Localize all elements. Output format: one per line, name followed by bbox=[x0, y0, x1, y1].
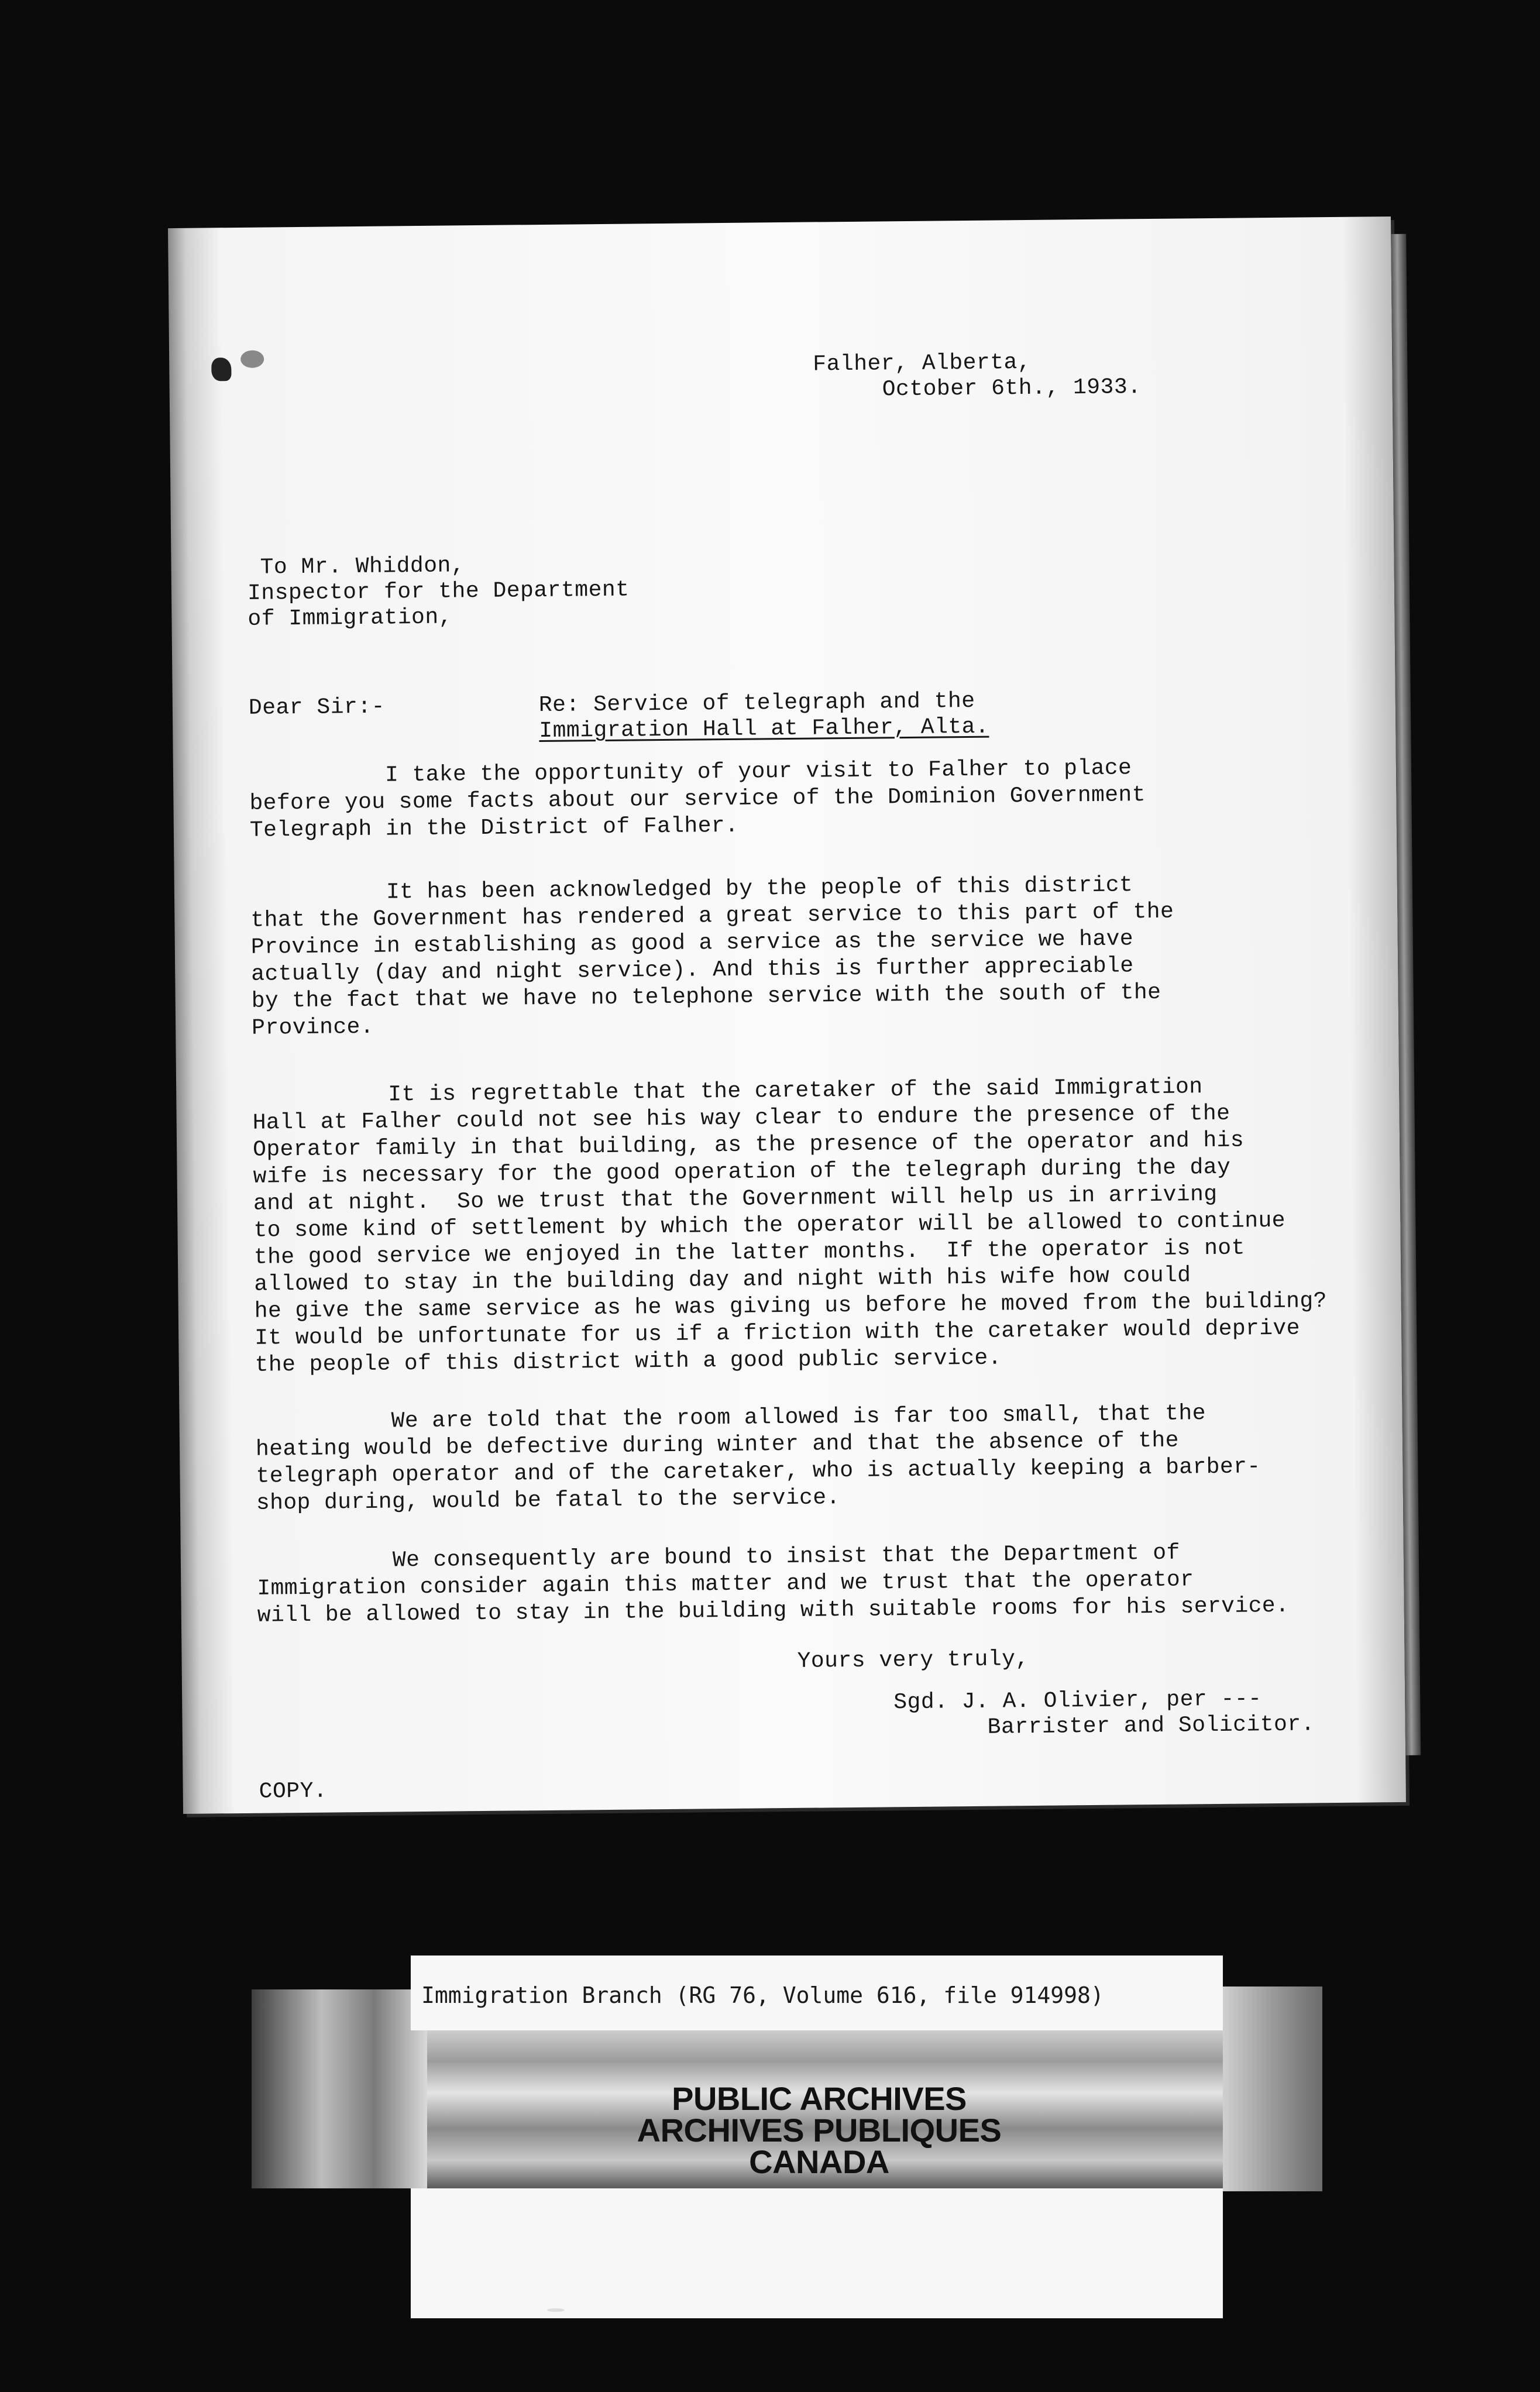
tape-strip-right bbox=[1223, 1987, 1322, 2191]
paragraph-line: will be allowed to stay in the building with suitable rooms for his service. bbox=[257, 1593, 1290, 1628]
subject-line: Re: Service of telegraph and the bbox=[538, 688, 975, 719]
paragraph-line: telegraph operator and of the caretaker, who is actually keeping a barber- bbox=[256, 1454, 1261, 1489]
paragraph-line: shop during, would be fatal to the service. bbox=[256, 1485, 840, 1516]
paragraph-line: the people of this district with a good public service. bbox=[255, 1345, 1002, 1378]
paragraph-line: actually (day and night service). And this is further appreciable bbox=[251, 953, 1134, 987]
recipient-line: Inspector for the Department bbox=[247, 577, 630, 606]
paragraph-line: and at night. So we trust that the Government will help us in arriving bbox=[253, 1181, 1218, 1216]
paragraph-line: Province. bbox=[251, 1014, 374, 1041]
paragraph-line: Telegraph in the District of Falher. bbox=[249, 813, 739, 843]
closing: Yours very truly, bbox=[797, 1647, 1029, 1674]
paragraph-line: We consequently are bound to insist that the Department of bbox=[256, 1540, 1180, 1575]
letter-paragraph bbox=[252, 1073, 1328, 1379]
paragraph-line: before you some facts about our service of the Dominion Government bbox=[249, 782, 1146, 816]
letter-paragraph bbox=[249, 755, 1146, 844]
tape-strip-left bbox=[252, 1989, 427, 2188]
ink-smudge bbox=[211, 358, 231, 381]
copy-mark: COPY. bbox=[259, 1778, 328, 1805]
paragraph-line: I take the opportunity of your visit to Falher to place bbox=[249, 755, 1132, 789]
paragraph-line: heating would be defective during winter and that the absence of the bbox=[255, 1428, 1180, 1462]
paragraph-line: to some kind of settlement by which the operator will be allowed to continue bbox=[253, 1208, 1286, 1243]
paragraph-line: that the Government has rendered a great service to this part of the bbox=[250, 899, 1174, 933]
archive-reference: Immigration Branch (RG 76, Volume 616, file 914998) bbox=[421, 1982, 1104, 2008]
signature: Sgd. J. A. Olivier, per --- bbox=[893, 1686, 1262, 1716]
letter-date: October 6th., 1933. bbox=[882, 374, 1142, 403]
paragraph-line: the good service we enjoyed in the latter months. If the operator is not bbox=[253, 1235, 1245, 1270]
letter-sheet bbox=[168, 216, 1406, 1814]
paragraph-line: Province in establishing as good a service as the service we have bbox=[250, 926, 1134, 960]
paragraph-line: It would be unfortunate for us if a friction with the caretaker would deprive bbox=[255, 1315, 1301, 1351]
paragraph-line: by the fact that we have no telephone service with the south of the bbox=[251, 980, 1161, 1014]
stamp-line: PUBLIC ARCHIVES bbox=[672, 2080, 967, 2117]
paragraph-line: he give the same service as he was giving us before he moved from the building? bbox=[254, 1288, 1328, 1324]
signature-title: Barrister and Solicitor. bbox=[987, 1711, 1315, 1740]
salutation: Dear Sir:- bbox=[248, 694, 386, 721]
paragraph-line: allowed to stay in the building day and night with his wife how could bbox=[254, 1263, 1191, 1297]
ink-smudge bbox=[240, 350, 264, 368]
paragraph-line: Immigration consider again this matter and we trust that the operator bbox=[257, 1567, 1194, 1601]
subject-line: Immigration Hall at Falher, Alta. bbox=[539, 714, 989, 744]
paragraph-line: wife is necessary for the good operation of the telegraph during the day bbox=[253, 1154, 1231, 1190]
paragraph-line: We are told that the room allowed is far too small, that the bbox=[255, 1401, 1206, 1435]
letter-paragraph bbox=[250, 872, 1175, 1042]
archive-label-bottom bbox=[411, 2188, 1223, 2318]
recipient-line: To Mr. Whiddon, bbox=[260, 553, 465, 580]
paragraph-line: Operator family in that building, as the presence of the operator and his bbox=[252, 1128, 1245, 1163]
recipient-line: of Immigration, bbox=[248, 604, 453, 632]
page-edge-shadow bbox=[1391, 234, 1421, 1755]
stamp-line: CANADA bbox=[749, 2143, 889, 2180]
paragraph-line: It is regrettable that the caretaker of the said Immigration bbox=[252, 1074, 1203, 1109]
paragraph-line: Hall at Falher could not see his way clear to endure the presence of the bbox=[252, 1101, 1230, 1136]
letter-paragraph bbox=[257, 1539, 1290, 1630]
stamp-line: ARCHIVES PUBLIQUES bbox=[637, 2112, 1002, 2149]
archives-stamp bbox=[591, 2080, 1047, 2180]
letter-paragraph bbox=[255, 1400, 1261, 1517]
letter-place: Falher, Alberta, bbox=[813, 349, 1032, 377]
speck bbox=[547, 2308, 565, 2312]
paragraph-line: It has been acknowledged by the people of this district bbox=[250, 872, 1133, 906]
